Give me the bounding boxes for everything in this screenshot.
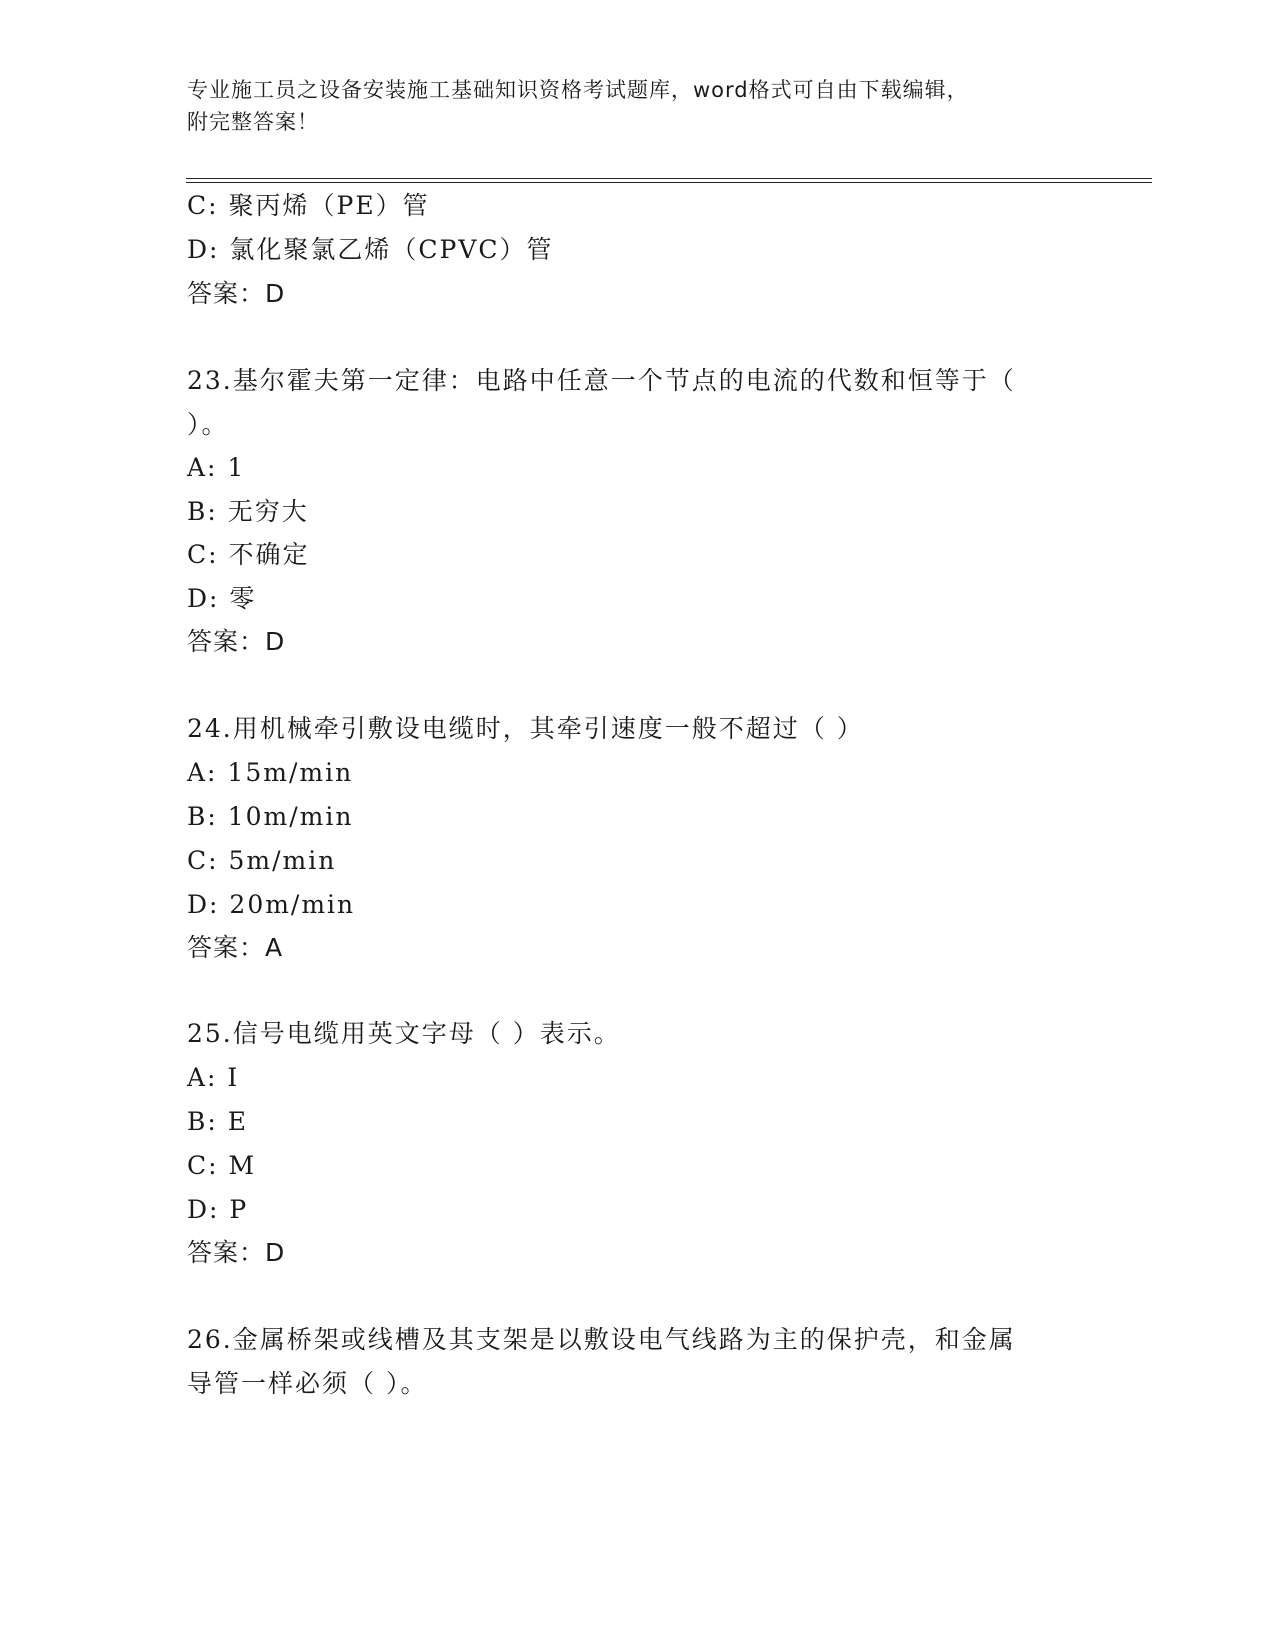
question-24-option-a: A: 15m/min — [187, 758, 354, 787]
question-23-answer: 答案：D — [187, 627, 286, 656]
question-24-stem: 24.用机械牵引敷设电缆时，其牵引速度一般不超过（ ） — [187, 714, 864, 743]
question-25-option-c: C: M — [187, 1151, 257, 1180]
question-23-option-d: D: 零 — [187, 584, 257, 613]
question-26-stem-cont: 导管一样必须（ ）。 — [187, 1369, 428, 1398]
question-24-option-c: C: 5m/min — [187, 846, 337, 875]
document-header — [187, 74, 1087, 138]
option-d: D: 氯化聚氯乙烯（CPVC）管 — [187, 235, 554, 264]
question-25-answer: 答案：D — [187, 1238, 286, 1267]
option-c: C: 聚丙烯（PE）管 — [187, 191, 430, 220]
question-24-answer: 答案：A — [187, 933, 284, 962]
question-24-option-d: D: 20m/min — [187, 890, 356, 919]
question-23-option-b: B: 无穷大 — [187, 497, 309, 526]
question-23-option-c: C: 不确定 — [187, 540, 310, 569]
header-divider-bottom — [186, 182, 1152, 183]
header-line-2: 附完整答案！ — [187, 110, 319, 134]
question-23-stem: 23.基尔霍夫第一定律：电路中任意一个节点的电流的代数和恒等于（ — [187, 366, 1016, 395]
header-line-1: 专业施工员之设备安装施工基础知识资格考试题库，word格式可自由下载编辑， — [187, 78, 969, 102]
question-23-option-a: A: 1 — [187, 453, 246, 482]
question-25-option-a: A: I — [187, 1063, 240, 1092]
question-25-option-b: B: E — [187, 1107, 248, 1136]
question-25-option-d: D: P — [187, 1195, 249, 1224]
question-25-stem: 25.信号电缆用英文字母（ ）表示。 — [187, 1019, 621, 1048]
header-divider-top — [186, 178, 1152, 179]
question-23-stem-cont: ）。 — [187, 410, 229, 439]
answer: 答案：D — [187, 279, 286, 308]
question-26-stem: 26.金属桥架或线槽及其支架是以敷设电气线路为主的保护壳，和金属 — [187, 1325, 1016, 1354]
question-24-option-b: B: 10m/min — [187, 802, 354, 831]
